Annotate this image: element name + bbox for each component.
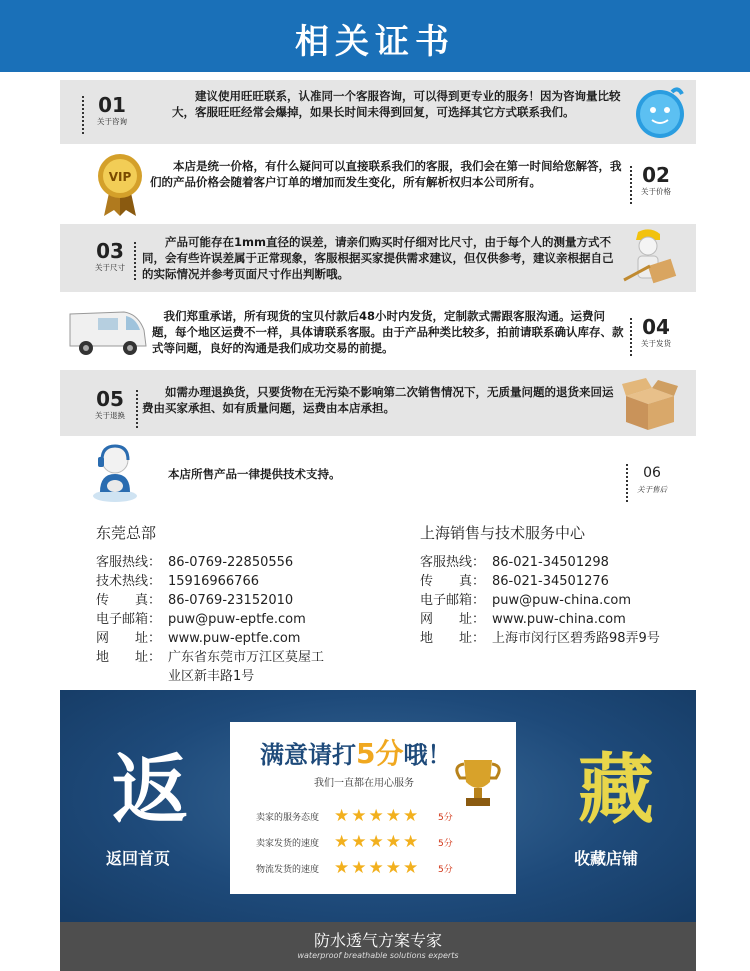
divider — [626, 464, 628, 502]
section-shipping — [60, 298, 696, 366]
rating-row-service: 卖家的服务态度 ★★★★★ 5分 — [256, 806, 453, 826]
contact-row: 客服热线： 86-021-34501298 — [420, 555, 609, 570]
support-headset-icon — [90, 442, 140, 508]
contact-title: 上海销售与技术服务中心 — [420, 524, 586, 542]
section-number: 04 — [642, 315, 670, 339]
section-text: 建议使用旺旺联系，认准同一个客服咨询，可以得到更专业的服务！因为咨询量比较大，客服旺旺经常会爆掉，如果长时间未得到回复，可选择其它方式联系我们。 — [172, 89, 621, 119]
section-label: 关于售后 — [637, 485, 667, 494]
divider — [134, 242, 136, 280]
contact-row: 技术热线： 15916966766 — [96, 574, 259, 589]
rating-panel — [230, 722, 516, 894]
contact-row: 网 址： www.puw-china.com — [420, 612, 626, 627]
contact-row: 业区新丰路1号 — [168, 669, 255, 684]
back-char: 返 — [112, 745, 188, 834]
divider — [630, 166, 632, 204]
section-price — [60, 150, 696, 218]
email-link[interactable]: puw@puw-eptfe.com — [168, 612, 306, 627]
bookmark-label: 收藏店铺 — [574, 849, 639, 868]
website-link[interactable]: www.puw-china.com — [492, 612, 626, 627]
star-rating-icon: ★★★★★ — [334, 806, 421, 826]
section-number-block — [86, 240, 134, 273]
section-number: 03 — [96, 239, 124, 263]
contact-dongguan — [96, 522, 324, 686]
rating-row-logistics: 物流发货的速度 ★★★★★ 5分 — [256, 858, 453, 878]
svg-text:VIP: VIP — [108, 170, 132, 184]
section-text: 如需办理退换货，只要货物在无污染不影响第二次销售情况下，无质量问题的退货来回运费由买家承担、如有质量问题，运费由本店承担。 — [142, 385, 614, 415]
footer-subtitle: waterproof breathable solutions experts — [297, 951, 459, 960]
rating-row-delivery: 卖家发货的速度 ★★★★★ 5分 — [256, 832, 453, 852]
section-label: 关于发货 — [641, 339, 671, 348]
rating-banner — [60, 690, 696, 930]
cardboard-box-icon — [620, 374, 678, 436]
trophy-icon — [452, 756, 504, 818]
section-text: 本店所售产品一律提供技术支持。 — [168, 467, 341, 481]
section-text: 我们郑重承诺，所有现货的宝贝付款后48小时内发货，定制款式需跟客服沟通。运费问题，每个地区运费不一样，具体请联系客服。由于产品种类比较多，拍前请联系确认库存、款式等问题，良好的沟通是我们成功交易的前提。 — [152, 309, 624, 355]
contact-row: 传 真： 86-021-34501276 — [420, 574, 609, 589]
section-consulting — [60, 80, 696, 144]
section-text: 本店是统一价格，有什么疑问可以直接联系我们的客服，我们会在第一时间给您解答，我们的产品价格会随着客户订单的增加而发生变化，所有解析权归本公司所有。 — [150, 159, 622, 189]
rating-title: 满意请打5分哦！ — [260, 737, 452, 770]
section-size — [60, 224, 696, 292]
section-number-block — [88, 94, 136, 127]
section-number-block — [632, 164, 680, 197]
divider — [136, 390, 138, 428]
contact-row: 客服热线： 86-0769-22850556 — [96, 555, 294, 570]
section-label: 关于尺寸 — [95, 263, 125, 272]
delivery-van-icon — [68, 304, 148, 362]
measure-worker-icon — [620, 228, 678, 292]
contact-row: 地 址： 上海市闵行区碧秀路98弄9号 — [420, 631, 660, 646]
contact-shanghai — [420, 522, 660, 648]
vip-medal-icon — [96, 152, 144, 222]
header-bar — [0, 0, 750, 72]
divider — [630, 318, 632, 356]
contact-row: 传 真： 86-0769-23152010 — [96, 593, 294, 608]
section-number-block — [86, 388, 134, 421]
contact-row: 电子邮箱： puw@puw-china.com — [420, 593, 632, 608]
section-number: 05 — [96, 387, 124, 411]
back-label: 返回首页 — [106, 849, 171, 868]
footer-bar — [60, 922, 696, 971]
section-number-block — [632, 316, 680, 349]
rating-subtitle: 我们一直都在用心服务 — [314, 778, 414, 789]
page-title: 相关证书 — [295, 22, 455, 62]
star-rating-icon: ★★★★★ — [334, 832, 421, 852]
footer-title: 防水透气方案专家 — [313, 931, 442, 950]
section-label: 关于退换 — [95, 411, 125, 420]
section-text: 产品可能存在1mm直径的误差，请亲们购买时仔细对比尺寸，由于每个人的测量方式不同，会有些许误差属于正常现象，客服根据买家提供需求建议，但仅供参考，建议亲根据自己的实际情况并参考页面尺寸作出判断哦。 — [142, 235, 614, 281]
contact-row: 网 址： www.puw-eptfe.com — [96, 631, 301, 646]
section-number: 06 — [643, 465, 661, 481]
email-link[interactable]: puw@puw-china.com — [492, 593, 632, 608]
section-return — [60, 370, 696, 436]
bookmark-char: 藏 — [578, 745, 654, 834]
contact-title: 东莞总部 — [96, 524, 157, 542]
contact-row: 电子邮箱： puw@puw-eptfe.com — [96, 612, 306, 627]
section-number: 02 — [642, 163, 670, 187]
website-link[interactable]: www.puw-eptfe.com — [168, 631, 301, 646]
section-number-block — [628, 462, 676, 495]
section-number: 01 — [98, 93, 126, 117]
section-label: 关于价格 — [641, 187, 671, 196]
section-aftersales — [60, 442, 696, 510]
contact-row: 地 址： 广东省东莞市万江区莫屋工 — [96, 650, 325, 665]
water-drop-mascot-icon — [632, 84, 688, 144]
section-label: 关于咨询 — [97, 117, 127, 126]
divider — [82, 96, 84, 134]
star-rating-icon: ★★★★★ — [334, 858, 421, 878]
